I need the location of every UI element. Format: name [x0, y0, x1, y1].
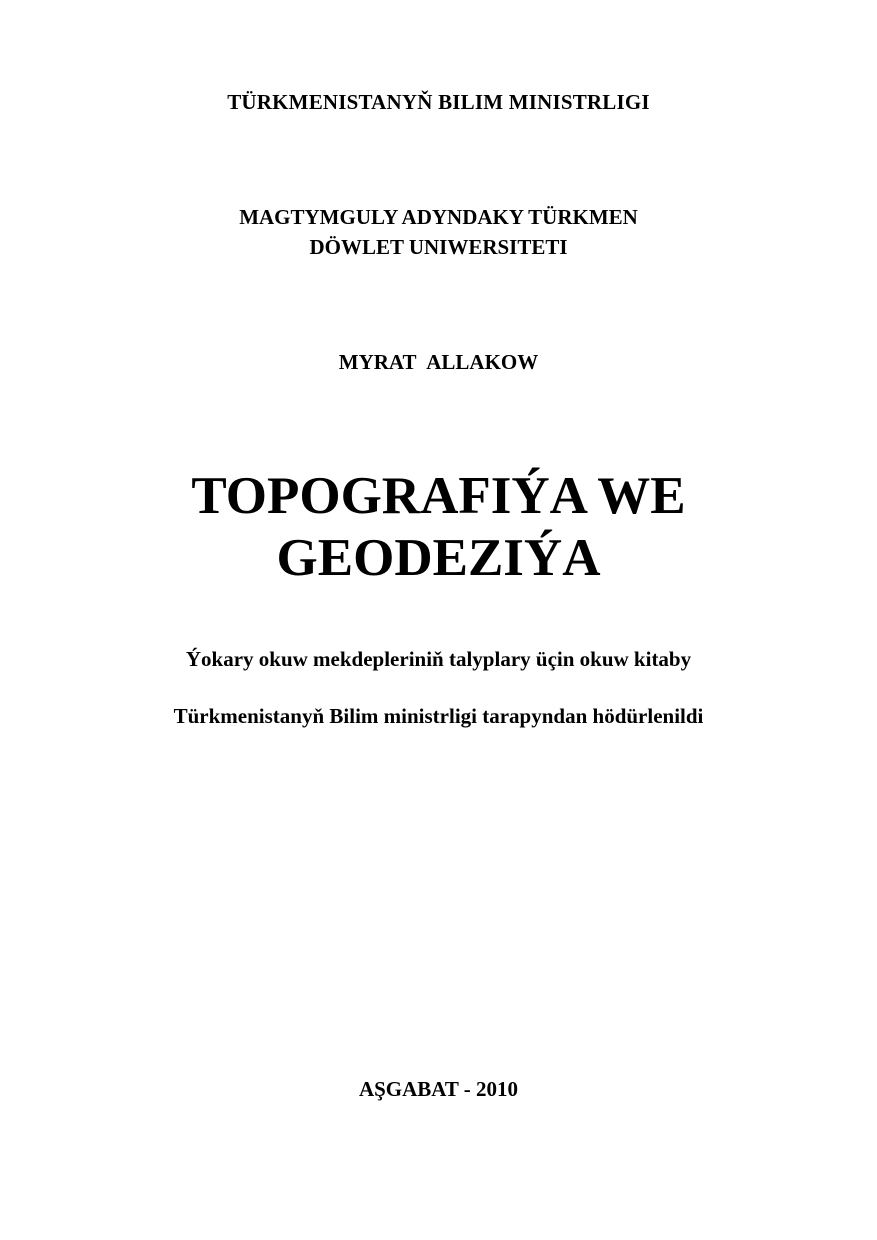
author-name: MYRAT ALLAKOW [338, 350, 539, 374]
university-name-line-2: DÖWLET UNIWERSITETI [309, 235, 568, 259]
book-subtitle: Ýokary okuw mekdepleriniň talyplary üçin okuw kitaby [185, 647, 692, 671]
book-title-line-2: GEODEZIÝA [276, 529, 601, 587]
university-name-line-1: MAGTYMGULY ADYNDAKY TÜRKMEN [239, 205, 638, 229]
book-title-line-1: TOPOGRAFIÝA WE [191, 467, 686, 525]
ministry-heading: TÜRKMENISTANYŇ BILIM MINISTRLIGI [227, 90, 650, 114]
approval-note: Türkmenistanyň Bilim ministrligi tarapyndan hödürlenildi [173, 704, 704, 728]
place-and-year: AŞGABAT - 2010 [358, 1077, 519, 1101]
